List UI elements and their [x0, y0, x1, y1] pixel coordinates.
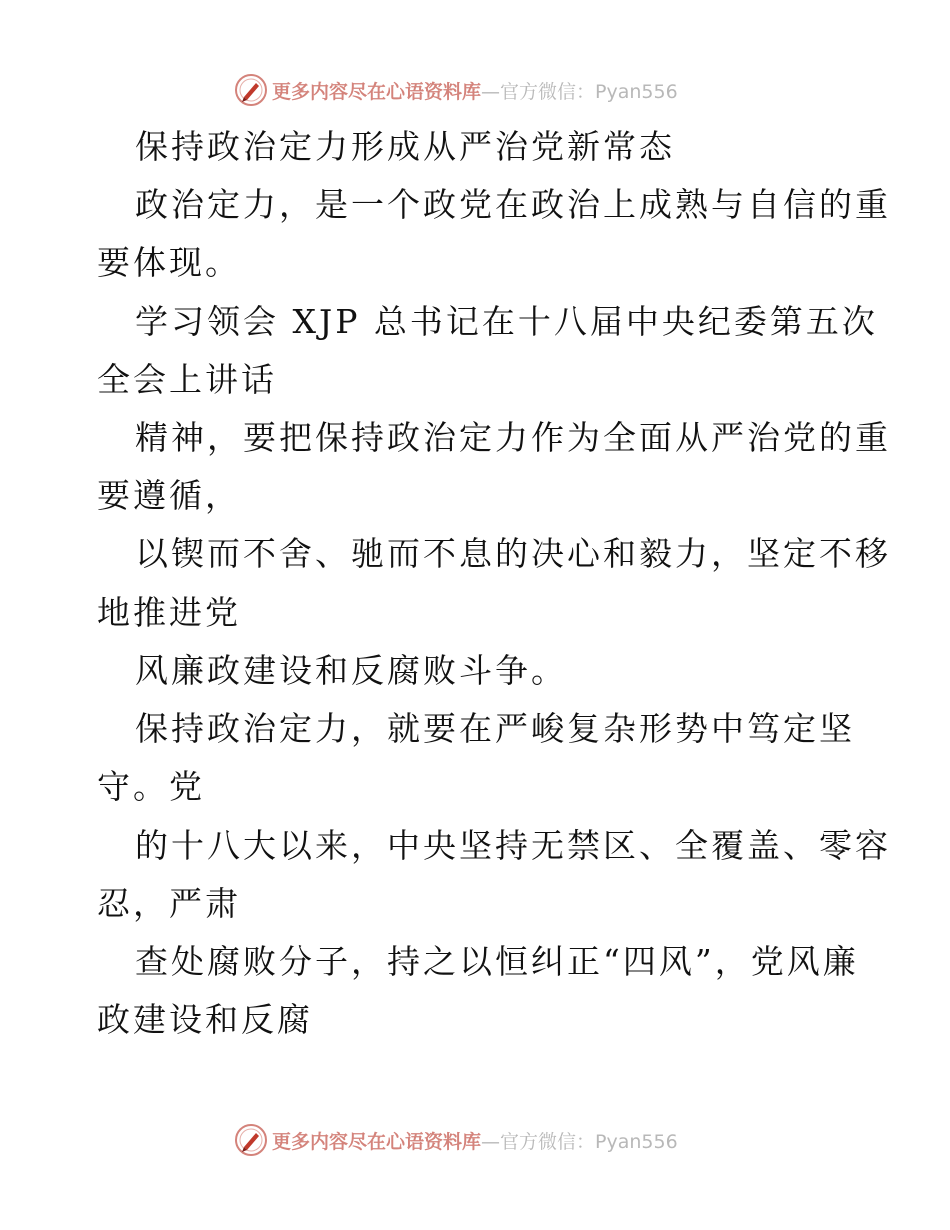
pen-nib-logo-icon	[234, 73, 268, 107]
text-line: 要遵循，	[97, 476, 241, 515]
text-line: 查处腐败分子，持之以恒纠正“四风”，党风廉	[135, 942, 859, 981]
text-line: 的十八大以来，中央坚持无禁区、全覆盖、零容	[135, 826, 891, 865]
text-line: 忍，严肃	[97, 884, 241, 923]
banner-main-text: 更多内容尽在心语资料库	[272, 80, 482, 103]
text-line: 精神，要把保持政治定力作为全面从严治党的重	[135, 418, 891, 457]
text-line: 保持政治定力形成从严治党新常态	[135, 127, 675, 166]
text-line: 政治定力，是一个政党在政治上成熟与自信的重	[135, 185, 891, 224]
text-line: 地推进党	[97, 593, 241, 632]
text-line: 全会上讲话	[97, 360, 277, 399]
text-line: 学习领会 XJP 总书记在十八届中央纪委第五次	[135, 302, 878, 341]
pen-nib-logo-icon	[234, 1123, 268, 1157]
banner-wechat-text: —官方微信：Pyan556	[481, 1130, 678, 1153]
text-line: 风廉政建设和反腐败斗争。	[135, 651, 567, 690]
text-line: 守。党	[97, 767, 205, 806]
text-line: 政建设和反腐	[97, 1000, 313, 1039]
banner-wechat-text: —官方微信：Pyan556	[481, 80, 678, 103]
header-watermark-banner	[234, 72, 678, 108]
footer-watermark-banner	[234, 1122, 678, 1158]
text-line: 保持政治定力，就要在严峻复杂形势中笃定坚	[135, 709, 855, 748]
text-line: 要体现。	[97, 243, 241, 282]
text-line: 以锲而不舍、驰而不息的决心和毅力，坚定不移	[135, 534, 891, 573]
banner-main-text: 更多内容尽在心语资料库	[272, 1130, 482, 1153]
